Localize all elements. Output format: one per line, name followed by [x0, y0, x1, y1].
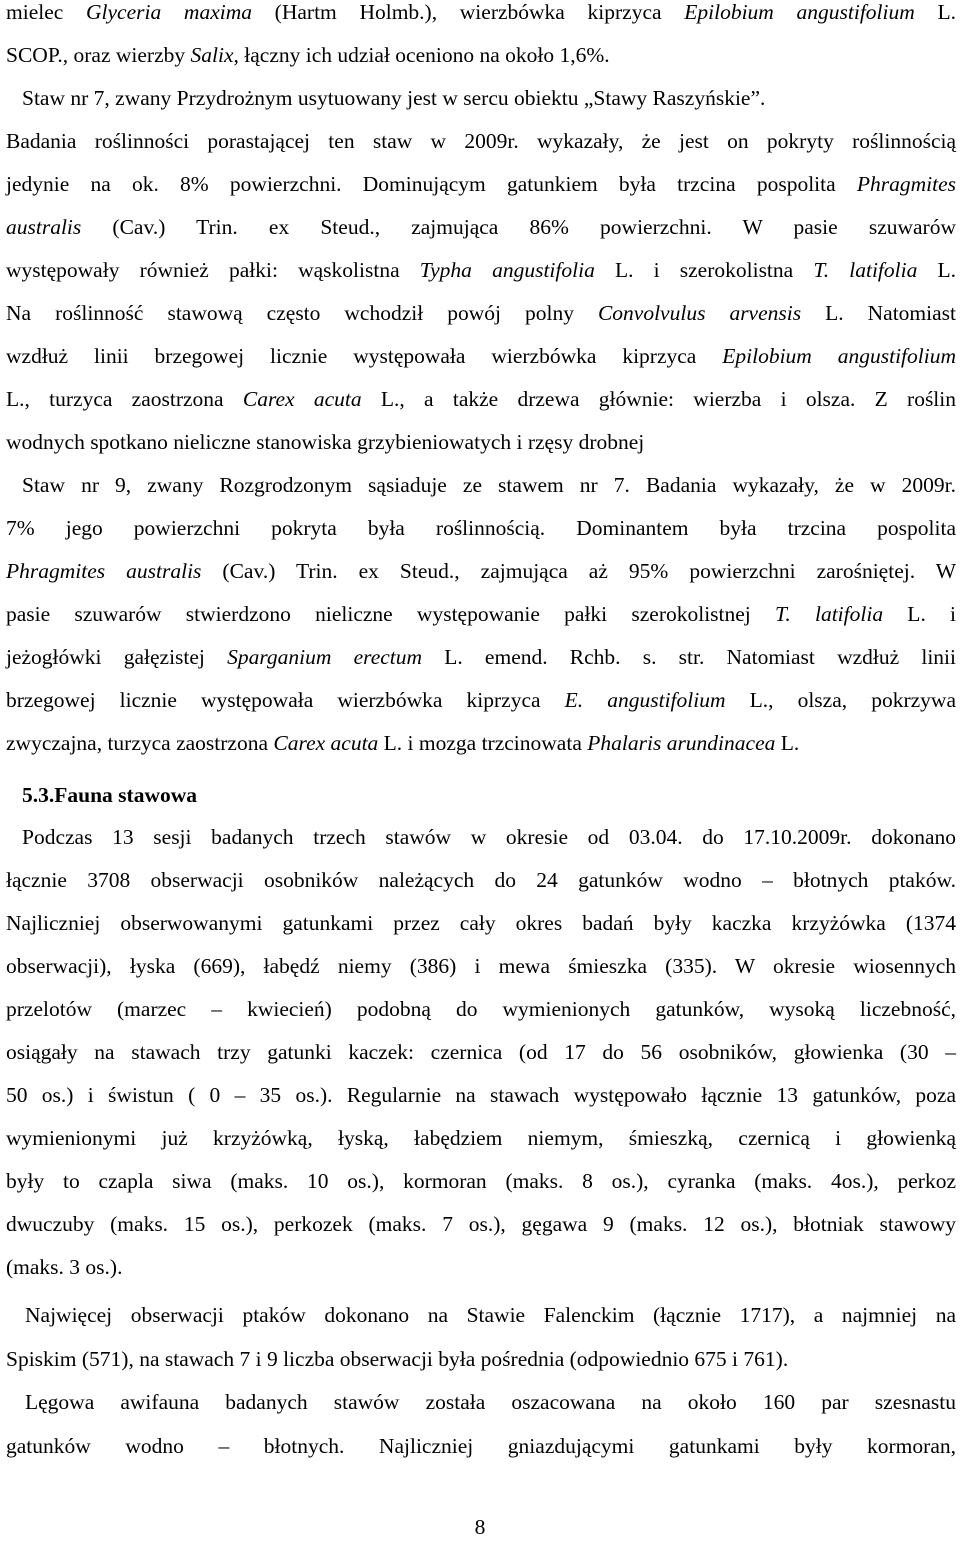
- text-line: występowały również pałki: wąskolistna Typha angustifolia L. i szerokolistna T. latifolia L.: [6, 258, 957, 282]
- text-line: zwyczajna, turzyca zaostrzona Carex acuta L. i mozga trzcinowata Phalaris arundinacea L.: [6, 731, 800, 755]
- text-line: dwuczuby (maks. 15 os.), perkozek (maks. 7 os.), gęgawa 9 (maks. 12 os.), błotniak stawowy: [6, 1212, 956, 1236]
- text-line: Najliczniej obserwowanymi gatunkami przez cały okres badań były kaczka krzyżówka (1374: [6, 911, 956, 935]
- text-line: 7% jego powierzchni pokryta była roślinnością. Dominantem była trzcina pospolita: [6, 516, 956, 540]
- text-line: jedynie na ok. 8% powierzchni. Dominującym gatunkiem była trzcina pospolita Phragmites: [6, 172, 956, 196]
- text-line: były to czapla siwa (maks. 10 os.), kormoran (maks. 8 os.), cyranka (maks. 4os.), perkoz: [6, 1169, 956, 1193]
- text-line: australis (Cav.) Trin. ex Steud., zajmująca 86% powierzchni. W pasie szuwarów: [6, 215, 956, 239]
- section-heading: 5.3.Fauna stawowa: [22, 783, 198, 807]
- text-line: Phragmites australis (Cav.) Trin. ex Steud., zajmująca aż 95% powierzchni zarośniętej. W: [6, 559, 957, 583]
- text-line: brzegowej licznie występowała wierzbówka kiprzyca E. angustifolium L., olsza, pokrzywa: [6, 688, 956, 712]
- text-line: Podczas 13 sesji badanych trzech stawów w okresie od 03.04. do 17.10.2009r. dokonano: [22, 825, 956, 849]
- text-line: wzdłuż linii brzegowej licznie występowała wierzbówka kiprzyca Epilobium angustifolium: [6, 344, 956, 368]
- text-line: Staw nr 9, zwany Rozgrodzonym sąsiaduje ze stawem nr 7. Badania wykazały, że w 2009r.: [22, 473, 956, 497]
- text-line: L., turzyca zaostrzona Carex acuta L., a także drzewa głównie: wierzba i olsza. Z roślin: [6, 387, 957, 411]
- text-line: gatunków wodno – błotnych. Najliczniej gniazdującymi gatunkami były kormoran,: [6, 1434, 956, 1458]
- text-line: Lęgowa awifauna badanych stawów została oszacowana na około 160 par szesnastu: [25, 1390, 956, 1414]
- text-line: osiągały na stawach trzy gatunki kaczek: czernica (od 17 do 56 osobników, głowienka (30 –: [6, 1040, 956, 1064]
- page-number: 8: [474, 1515, 486, 1539]
- text-line: łącznie 3708 obserwacji osobników należących do 24 gatunków wodno – błotnych ptaków.: [6, 868, 956, 892]
- text-line: jeżogłówki gałęzistej Sparganium erectum L. emend. Rchb. s. str. Natomiast wzdłuż linii: [6, 645, 956, 669]
- text-line: 50 os.) i świstun ( 0 – 35 os.). Regularnie na stawach występowało łącznie 13 gatunków, poza: [6, 1083, 956, 1107]
- text-line: Staw nr 7, zwany Przydrożnym usytuowany jest w sercu obiektu „Stawy Raszyńskie”.: [22, 86, 766, 110]
- text-line: obserwacji), łyska (669), łabędź niemy (386) i mewa śmieszka (335). W okresie wiosennych: [6, 954, 956, 978]
- text-line: Spiskim (571), na stawach 7 i 9 liczba obserwacji była pośrednia (odpowiednio 675 i 761).: [6, 1347, 789, 1371]
- text-line: Na roślinność stawową często wchodził powój polny Convolvulus arvensis L. Natomiast: [6, 301, 956, 325]
- text-line: Najwięcej obserwacji ptaków dokonano na Stawie Falenckim (łącznie 1717), a najmniej na: [25, 1303, 956, 1327]
- text-line: przelotów (marzec – kwiecień) podobną do wymienionych gatunków, wysoką liczebność,: [6, 997, 956, 1021]
- text-line: wodnych spotkano nieliczne stanowiska grzybieniowatych i rzęsy drobnej: [6, 430, 645, 454]
- text-line: Badania roślinności porastającej ten staw w 2009r. wykazały, że jest on pokryty roślinnością: [6, 129, 956, 153]
- text-line: wymienionymi już krzyżówką, łyską, łabędziem niemym, śmieszką, czernicą i głowienką: [6, 1126, 956, 1150]
- text-line: pasie szuwarów stwierdzono nieliczne występowanie pałki szerokolistnej T. latifolia L. i: [6, 602, 957, 626]
- text-line: (maks. 3 os.).: [6, 1255, 123, 1279]
- text-line: mielec Glyceria maxima (Hartm Holmb.), wierzbówka kiprzyca Epilobium angustifolium L.: [6, 0, 956, 24]
- text-line: SCOP., oraz wierzby Salix, łączny ich udział oceniono na około 1,6%.: [6, 43, 610, 67]
